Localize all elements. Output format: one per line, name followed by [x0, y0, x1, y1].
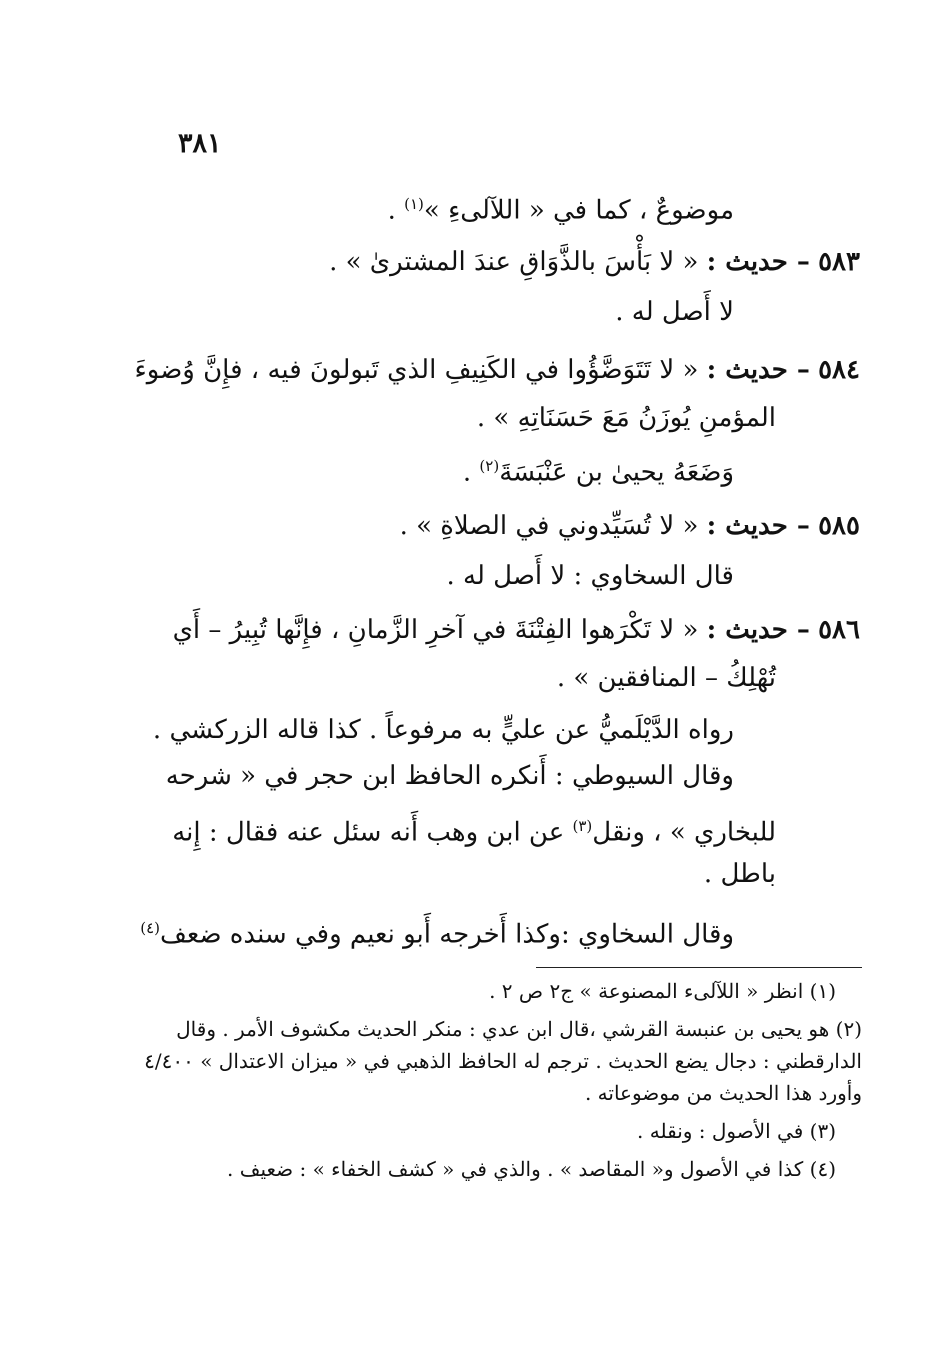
footnote-4: (٤) كذا في الأصول و« المقاصد » . والذي في « كشف الخفاء » : ضعيف . [227, 1157, 836, 1181]
footnote-separator [536, 967, 862, 968]
hadith-584-number: ٥٨٤ [818, 355, 860, 385]
hadith-586-label: – حديث : [706, 615, 810, 645]
hadith-584-label: – حديث : [706, 355, 810, 385]
footnote-2-line-1: (٢) هو يحيى بن عنبسة القرشي ،قال ابن عدي : منكر الحديث مكشوف الأمر . وقال [176, 1017, 862, 1041]
hadith-584-text-2: المؤمنِ يُوزَنُ مَعَ حَسَنَاتِهِ » . [476, 403, 776, 433]
hadith-585-text: « لا تُسَيِّدوني في الصلاةِ » . [399, 511, 699, 541]
hadith-583-label: – حديث : [706, 247, 810, 277]
footnote-2-line-2: الدارقطني : دجال يضع الحديث . ترجم له الحافظ الذهبي في « ميزان الاعتدال » ٤/٤٠٠ [144, 1049, 862, 1073]
hadith-586-comment-3b: عن ابن وهب أَنه سئل عنه فقال : إِنه [172, 817, 565, 848]
hadith-586-comment-4: باطل . [703, 859, 776, 889]
hadith-584-comment [463, 448, 734, 491]
continuation-line [388, 186, 734, 229]
hadith-586-text-2: تُهْلِكُ – المنافقين » . [556, 663, 776, 693]
hadith-586-comment-5-text: وقال السخاوي :وكذا أَخرجه أَبو نعيم وفي سنده ضعف [160, 919, 734, 950]
hadith-584-comment-period: . [462, 457, 472, 488]
page-number: ٣٨١ [178, 128, 222, 159]
hadith-585 [400, 508, 860, 544]
footnote-ref-1: (١) [404, 195, 424, 213]
hadith-586-number: ٥٨٦ [818, 615, 860, 645]
hadith-586 [173, 612, 860, 648]
footnote-2-line-3: وأورد هذا الحديث من موضوعاته . [584, 1081, 862, 1105]
hadith-584-comment-text: وَضَعَهُ يحيىٰ بن عَنْبَسَةَ [499, 457, 734, 488]
hadith-583-number: ٥٨٣ [818, 247, 860, 277]
hadith-586-text-1: « لا تَكْرَهوا الفِتْنَةَ في آخرِ الزَّمانِ ، فإِنَّها تُبِيرُ – أَي [172, 615, 699, 645]
footnote-ref-2: (٢) [479, 457, 500, 475]
footnote-1: (١) انظر « اللآلىء المصنوعة » ج٢ ص ٢ . [489, 979, 836, 1003]
hadith-585-label: – حديث : [706, 511, 810, 541]
hadith-586-comment-3a: للبخاري » ، ونقل [592, 817, 776, 848]
hadith-585-number: ٥٨٥ [818, 511, 860, 541]
hadith-583-comment: لا أَصل له . [615, 297, 734, 327]
hadith-583-text: « لا بَأْسَ بالذَّوَاقِ عندَ المشترىٰ » . [329, 247, 699, 277]
continuation-text: موضوعٌ ، كما في « اللآلىءِ » [423, 195, 734, 226]
hadith-585-comment: قال السخاوي : لا أَصل له . [446, 561, 734, 591]
footnote-ref-3: (٣) [572, 817, 593, 835]
hadith-586-comment-5 [140, 910, 734, 953]
hadith-586-comment-1: رواه الدَّيْلَميُّ عن عليٍّ به مرفوعاً . كذا قاله الزركشي . [152, 715, 734, 745]
footnote-3: (٣) في الأصول : ونقله . [637, 1119, 836, 1143]
continuation-period: . [387, 195, 396, 226]
hadith-584-text-1: « لا تَتَوَضَّؤُوا في الكَنِيفِ الذي تَبولونَ فيه ، فإِنَّ وُضوءَ [134, 355, 699, 385]
footnote-ref-4: (٤) [140, 919, 160, 937]
hadith-586-comment-2: وقال السيوطي : أَنكره الحافظ ابن حجر في « شرحه [165, 761, 734, 791]
hadith-586-comment-3 [172, 808, 776, 851]
hadith-584 [135, 352, 860, 388]
hadith-583 [329, 244, 860, 280]
